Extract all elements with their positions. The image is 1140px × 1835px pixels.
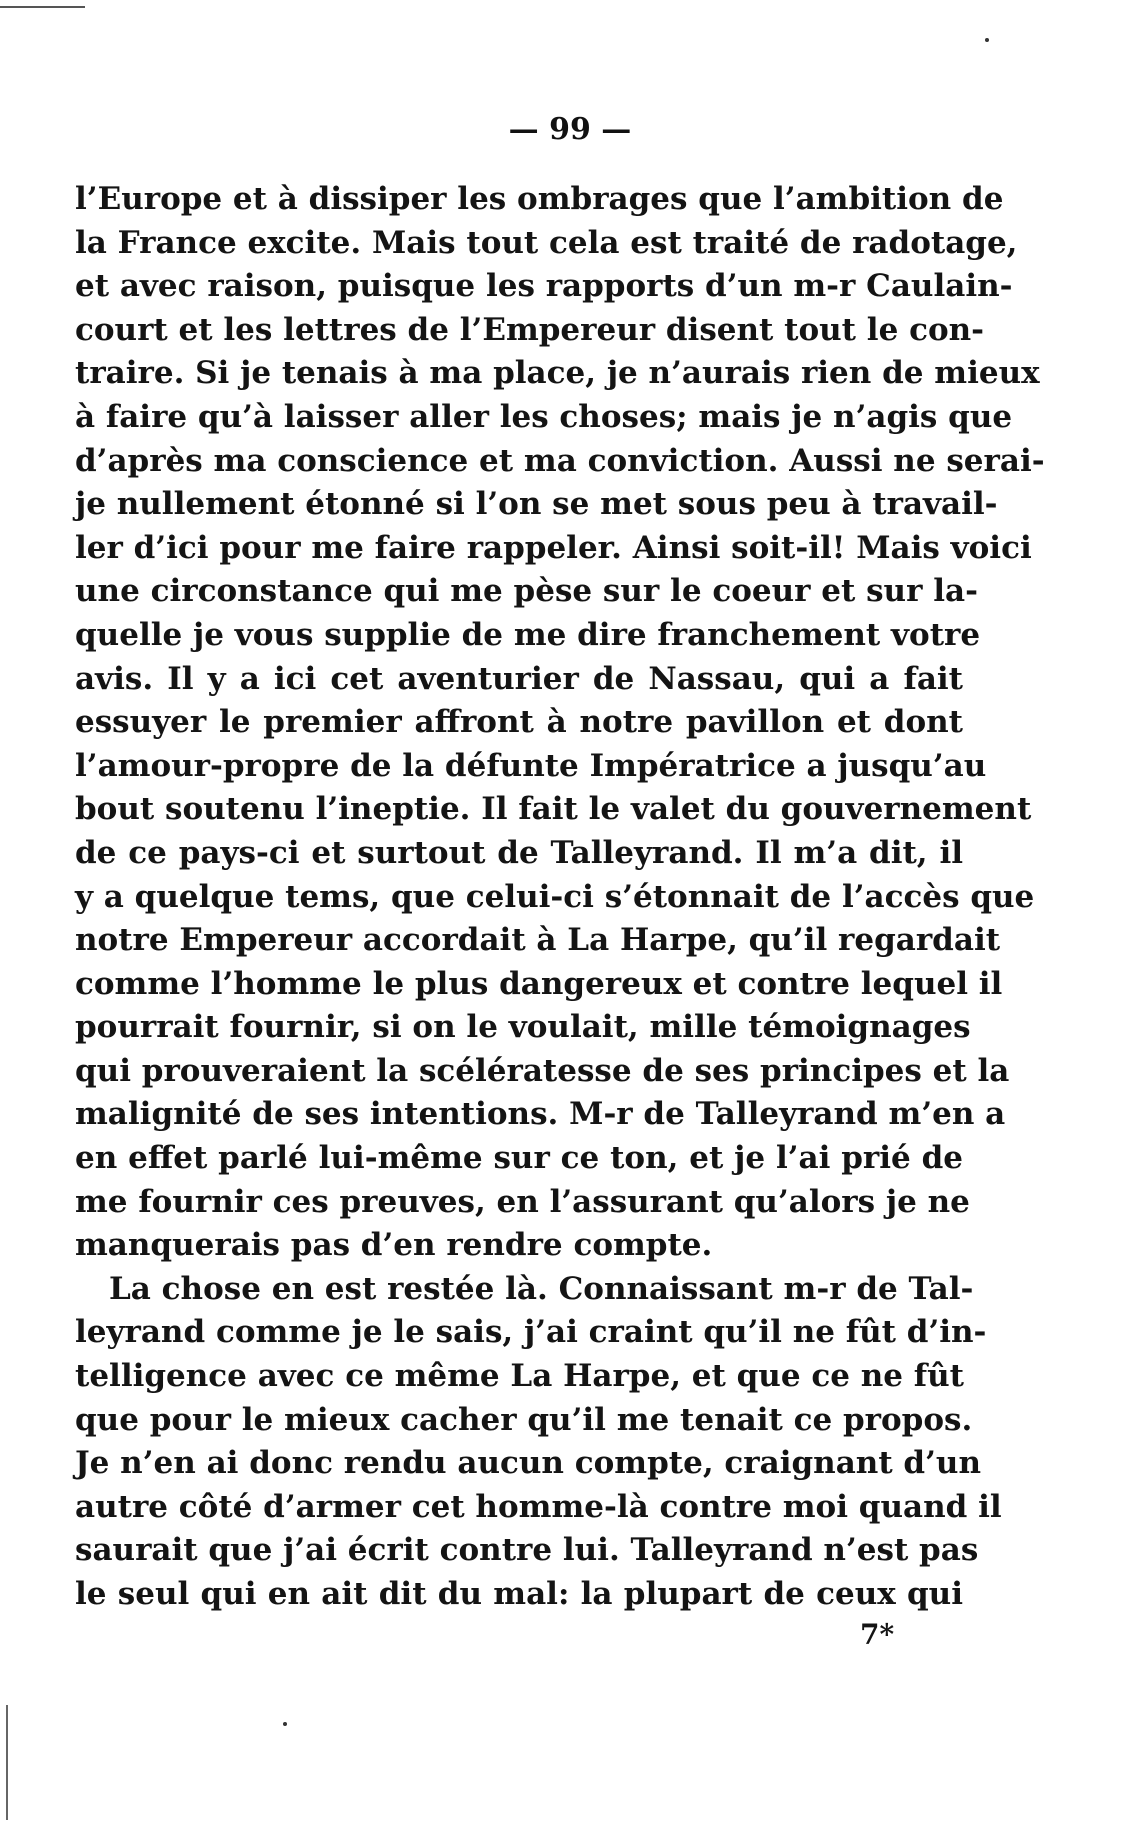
left-edge-mark [6,1705,8,1820]
text-line: et avec raison, puisque les rapports d’un m-r Caulain- [75,268,1013,305]
text-line: autre côté d’armer cet homme-là contre moi quand il [75,1488,1002,1525]
page-number: — 99 — [508,112,632,147]
text-line: à faire qu’à laisser aller les choses; mais je n’agis que [75,398,1013,435]
top-edge-rule [0,6,85,8]
text-line: notre Empereur accordait à La Harpe, qu’il regardait [75,922,1001,959]
text-line: pourrait fournir, si on le voulait, mille témoignages [75,1009,971,1046]
paragraph-start-line: La chose en est restée là. Connaissant m-r de Tal- [109,1270,974,1307]
signature-mark: 7* [860,1618,895,1651]
text-line: le seul qui en ait dit du mal: la plupart de ceux qui [75,1576,963,1612]
text-line: d’après ma conscience et ma conviction. Aussi ne serai- [75,442,1045,479]
text-line: bout soutenu l’ineptie. Il fait le valet du gouvernement [75,791,1032,828]
text-line: me fournir ces preuves, en l’assurant qu’alors je ne [75,1183,970,1220]
text-line: l’amour-propre de la défunte Impératrice a jusqu’au [75,747,987,784]
text-line: essuyer le premier affront à notre pavillon et dont [75,704,963,741]
text-line: telligence avec ce même La Harpe, et que ce ne fût [75,1358,964,1395]
text-line: je nullement étonné si l’on se met sous peu à travail- [75,486,998,523]
text-line: quelle je vous supplie de me dire franchement votre [75,616,981,653]
text-line: qui prouveraient la scélératesse de ses principes et la [75,1052,1010,1089]
speck [283,1722,287,1726]
text-line: en effet parlé lui-même sur ce ton, et je l’ai prié de [75,1140,963,1177]
text-line: ler d’ici pour me faire rappeler. Ainsi soit-il! Mais voici [75,529,1032,566]
text-line: saurait que j’ai écrit contre lui. Talleyrand n’est pas [75,1532,979,1569]
text-line: l’Europe et à dissiper les ombrages que l’ambition de [75,181,1004,217]
text-line: leyrand comme je le sais, j’ai craint qu’il ne fût d’in- [75,1314,987,1351]
text-line: y a quelque tems, que celui-ci s’étonnait de l’accès que [75,878,1035,915]
text-line: comme l’homme le plus dangereux et contre lequel il [75,965,1003,1002]
speck [985,38,989,42]
body-text [75,178,1045,1617]
text-line: Je n’en ai donc rendu aucun compte, craignant d’un [75,1445,981,1482]
text-line: une circonstance qui me pèse sur le coeur et sur la- [75,573,978,610]
paragraph-end-line: manquerais pas d’en rendre compte. [75,1227,713,1264]
text-line: de ce pays-ci et surtout de Talleyrand. Il m’a dit, il [75,834,963,871]
text-line: court et les lettres de l’Empereur disent tout le con- [75,311,985,348]
text-line: malignité de ses intentions. M-r de Talleyrand m’en a [75,1096,1006,1133]
text-line: que pour le mieux cacher qu’il me tenait ce propos. [75,1401,973,1438]
text-line: traire. Si je tenais à ma place, je n’aurais rien de mieux [75,355,1040,392]
text-line: la France excite. Mais tout cela est traité de radotage, [75,224,1018,261]
text-line: avis. Il y a ici cet aventurier de Nassau, qui a fait [75,660,963,697]
